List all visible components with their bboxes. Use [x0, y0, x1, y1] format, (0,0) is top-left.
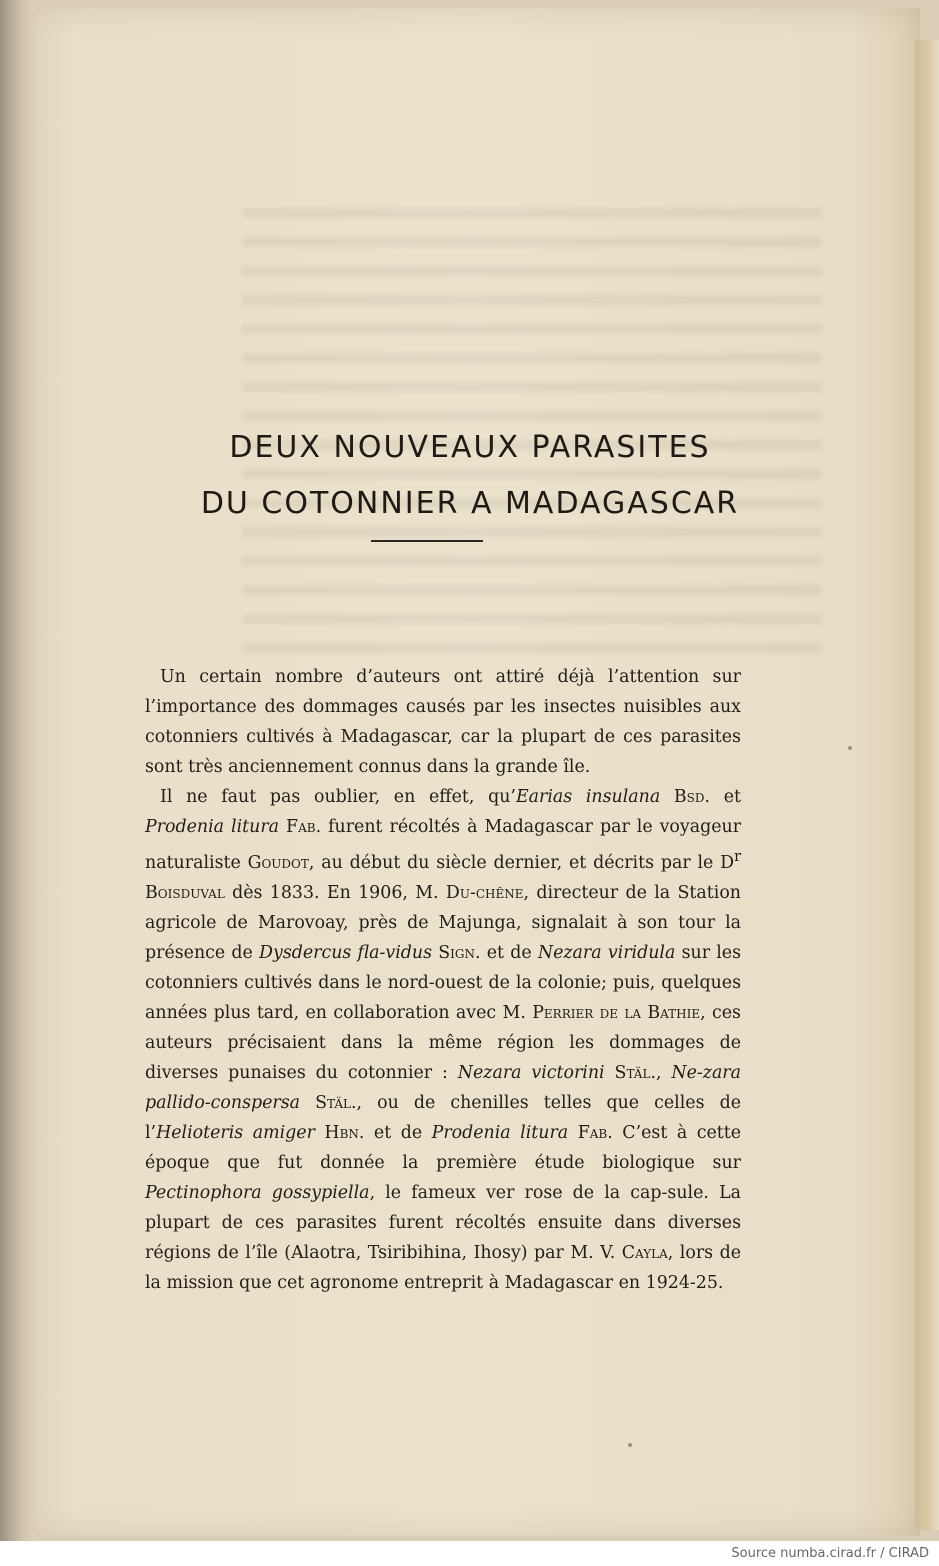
page-title — [110, 420, 830, 532]
text-run — [279, 817, 286, 837]
text-run: , lors de la mission que cet agronome entreprit à Madagascar en 1924-25. — [145, 1242, 741, 1293]
person-name: Goudot — [247, 852, 309, 873]
text-run — [660, 787, 674, 807]
paragraph-1: Un certain nombre d’auteurs ont attiré déjà l’attention sur l’importance des dommages causés par les insectes nuisibles aux cotonniers cultivés à Madagascar, car la plupart de ces parasites sont très anciennement connus dans la grande île. — [145, 667, 741, 777]
title-line-2: DU COTONNIER A MADAGASCAR — [200, 486, 740, 521]
text-run — [605, 1063, 615, 1083]
text-run: . furent récoltés à Madagascar par le voyageur naturaliste — [145, 817, 742, 873]
person-name: Boisduval — [145, 882, 225, 903]
species-name: Prodenia litura — [431, 1122, 569, 1143]
author-abbrev: Fab — [286, 817, 316, 837]
superscript: r — [734, 849, 742, 865]
article-body — [145, 662, 741, 1298]
text-run: ., ou de chenilles telles que celles de l’ — [145, 1092, 741, 1143]
text-run: ., — [650, 1062, 672, 1083]
author-abbrev: Sign — [438, 942, 476, 963]
speck — [628, 1443, 632, 1447]
page-edge — [915, 40, 939, 1530]
text-run: . et de — [358, 1122, 432, 1143]
text-run: , au début du siècle dernier, et décrits par le D — [308, 852, 735, 873]
species-name: Nezara victorini — [457, 1062, 605, 1083]
species-name: Prodenia litura — [145, 817, 280, 837]
text-run — [568, 1123, 578, 1143]
text-run: , directeur de la Station agricole de Marovoay, près de Majunga, signalait à son tour la présence de — [145, 882, 741, 963]
species-name: Ne-zara pallido-conspersa — [145, 1062, 741, 1113]
text-run — [315, 1123, 325, 1143]
text-run: Il ne faut pas oublier, en effet, qu’ — [160, 787, 516, 807]
text-run: . C’est à cette époque que fut donnée la première étude biologique sur — [145, 1122, 742, 1173]
text-run: sur les cotonniers cultivés dans le nord-ouest de la colonie; puis, quelques années plus tard, en collaboration avec M. — [145, 942, 742, 1023]
species-name: Earias insulana — [515, 787, 661, 807]
paragraph-2 — [145, 782, 741, 1298]
species-name: Helioteris amiger — [156, 1122, 315, 1143]
author-abbrev: Bsd — [673, 787, 705, 807]
text-run: . et — [704, 787, 741, 807]
author-abbrev: Hbn — [324, 1122, 359, 1143]
person-name: Du-chêne — [445, 882, 524, 903]
species-name: Pectinophora gossypiella — [145, 1182, 370, 1203]
text-run: , le fameux ver rose de la cap-sule. La plupart de ces parasites furent récoltés ensuite dans diverses régions de l’île (Alaotra, Tsiribihina, Ihosy) par M. V. — [145, 1182, 741, 1263]
speck — [848, 746, 852, 750]
person-name: Cayla — [621, 1242, 668, 1263]
author-abbrev: Fab — [577, 1122, 608, 1143]
source-caption: Source numba.cirad.fr / CIRAD — [731, 1546, 929, 1561]
text-run: dès 1833. En 1906, M. — [224, 882, 446, 903]
text-run — [300, 1093, 315, 1113]
book-binding — [0, 0, 36, 1541]
title-line-1: DEUX NOUVEAUX PARASITES — [229, 430, 711, 465]
title-rule — [371, 540, 483, 542]
person-name: Perrier de la Bathie — [532, 1002, 701, 1023]
text-run: , ces auteurs précisaient dans la même région les dommages de diverses punaises du cotonnier : — [145, 1002, 741, 1083]
species-name: Nezara viridula — [537, 942, 676, 963]
species-name: Dysdercus fla-vidus — [259, 942, 433, 963]
author-abbrev: Stäl — [614, 1062, 651, 1083]
author-abbrev: Stäl — [315, 1092, 352, 1113]
text-run: . et de — [475, 942, 538, 963]
